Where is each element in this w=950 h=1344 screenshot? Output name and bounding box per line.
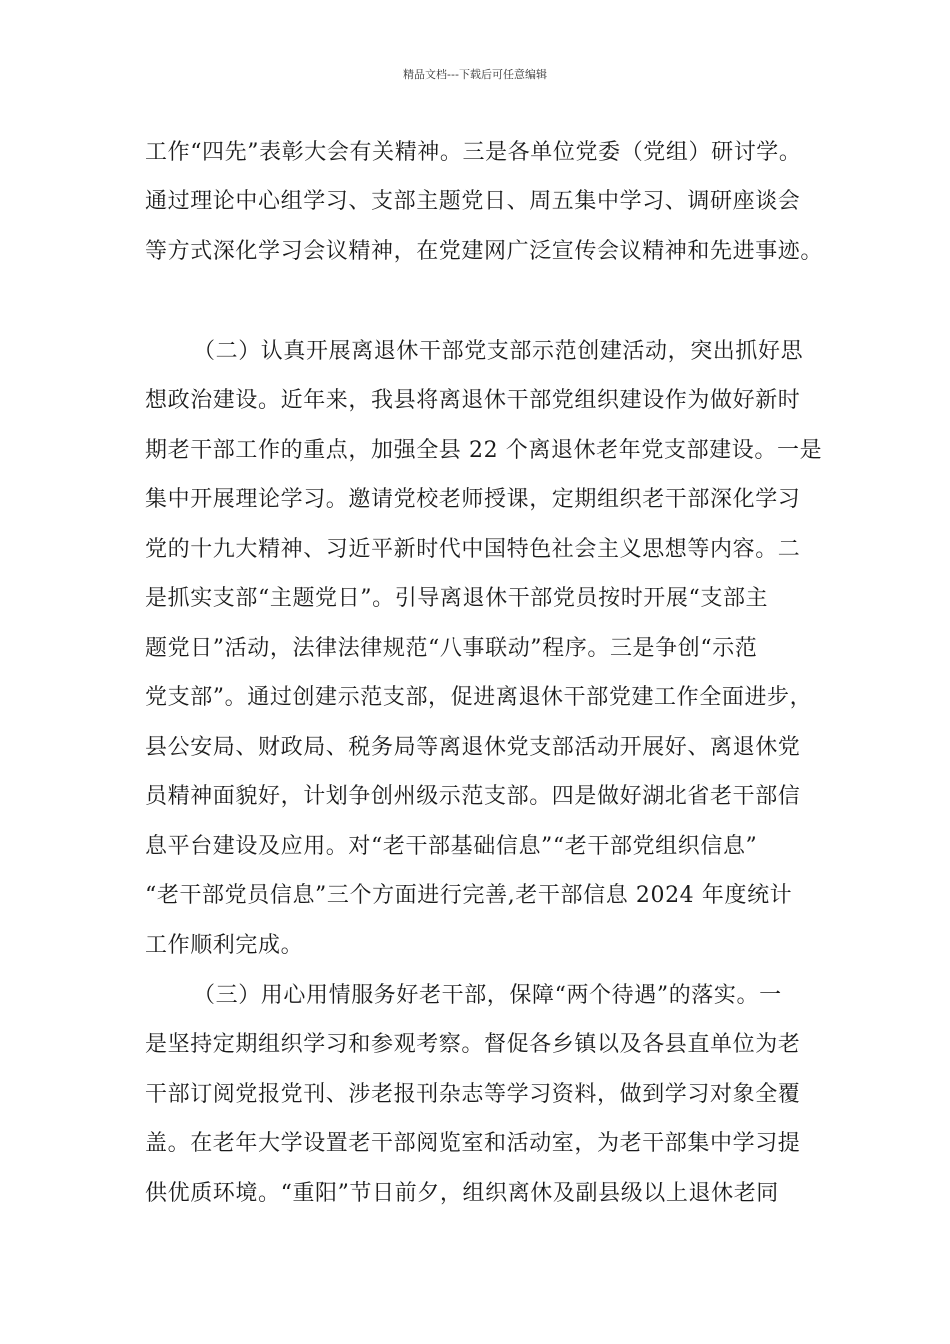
paragraph-2-line-12: “老干部党员信息”三个方面进行完善,老干部信息 2024 年度统计 bbox=[145, 883, 793, 908]
page-header: 精品文档---下载后可任意编辑 bbox=[403, 68, 547, 81]
paragraph-3-line-2: 是坚持定期组织学习和参观考察。督促各乡镇以及各县直单位为老 bbox=[145, 1032, 801, 1057]
paragraph-2-line-9: 县公安局、财政局、税务局等离退休党支部活动开展好、离退休党 bbox=[145, 735, 801, 760]
paragraph-2-line-8: 党支部”。通过创建示范支部，促进离退休干部党建工作全面进步， bbox=[145, 685, 813, 710]
paragraph-2-line-13: 工作顺利完成。 bbox=[145, 933, 304, 958]
paragraph-3-line-3: 干部订阅党报党刊、涉老报刊杂志等学习资料，做到学习对象全覆 bbox=[145, 1082, 801, 1107]
paragraph-1-line-2: 通过理论中心组学习、支部主题党日、周五集中学习、调研座谈会 bbox=[145, 189, 801, 214]
paragraph-2-line-2: 想政治建设。近年来，我县将离退休干部党组织建设作为做好新时 bbox=[145, 388, 801, 413]
paragraph-3-line-1: （三）用心用情服务好老干部，保障“两个待遇”的落实。一 bbox=[193, 983, 782, 1008]
paragraph-2-line-5: 党的十九大精神、习近平新时代中国特色社会主义思想等内容。二 bbox=[145, 537, 801, 562]
paragraph-2-line-6: 是抓实支部“主题党日”。引导离退休干部党员按时开展“支部主 bbox=[145, 586, 769, 611]
paragraph-2-line-3: 期老干部工作的重点，加强全县 22 个离退休老年党支部建设。一是 bbox=[145, 438, 823, 463]
paragraph-1-line-3: 等方式深化学习会议精神，在党建网广泛宣传会议精神和先进事迹。 bbox=[145, 239, 824, 264]
paragraph-1-line-1: 工作“四先”表彰大会有关精神。三是各单位党委（党组）研讨学。 bbox=[145, 140, 802, 165]
paragraph-2-line-1: （二）认真开展离退休干部党支部示范创建活动，突出抓好思 bbox=[193, 339, 804, 364]
paragraph-2-line-11: 息平台建设及应用。对“老干部基础信息”“老干部党组织信息” bbox=[145, 834, 758, 859]
paragraph-3-line-5: 供优质环境。“重阳”节日前夕，组织离休及副县级以上退休老同 bbox=[145, 1181, 779, 1206]
paragraph-2-line-7: 题党日”活动，法律法律规范“八事联动”程序。三是争创“示范 bbox=[145, 636, 758, 661]
paragraph-2-line-4: 集中开展理论学习。邀请党校老师授课，定期组织老干部深化学习 bbox=[145, 487, 801, 512]
paragraph-3-line-4: 盖。在老年大学设置老干部阅览室和活动室，为老干部集中学习提 bbox=[145, 1131, 801, 1156]
paragraph-2-line-10: 员精神面貌好，计划争创州级示范支部。四是做好湖北省老干部信 bbox=[145, 784, 801, 809]
